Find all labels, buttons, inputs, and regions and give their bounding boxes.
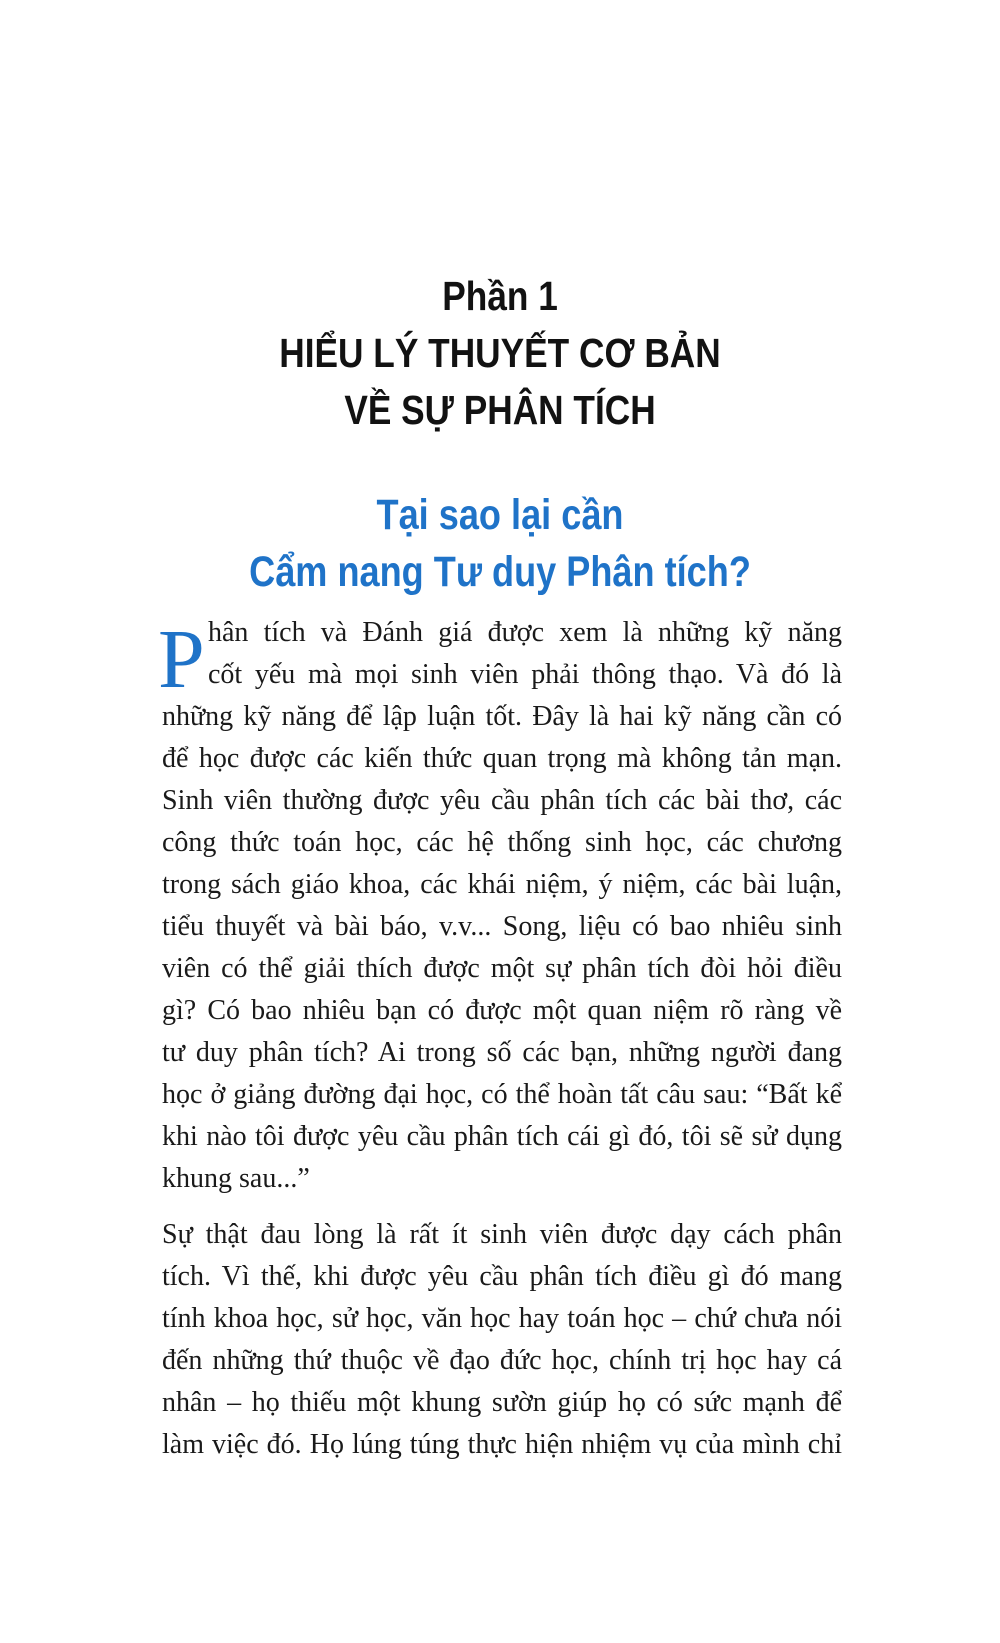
paragraph-1-line: cốt yếu mà mọi sinh viên phải thông thạo. Và đó là: [208, 659, 842, 690]
section-title-line-1: Tại sao lại cần: [376, 491, 624, 539]
paragraph-1-line: tiểu thuyết và bài báo, v.v... Song, liệu có bao nhiêu sinh: [162, 911, 842, 942]
part-label: Phần 1: [442, 273, 558, 319]
paragraph-2-line: làm việc đó. Họ lúng túng thực hiện nhiệm vụ của mình chỉ: [162, 1429, 842, 1460]
paragraph-1-line: khung sau...”: [162, 1163, 310, 1194]
paragraph-2-line: đến những thứ thuộc về đạo đức học, chính trị học hay cá: [162, 1345, 842, 1376]
paragraph-2-line: Sự thật đau lòng là rất ít sinh viên được dạy cách phân: [162, 1219, 842, 1250]
paragraph-1-line: hân tích và Đánh giá được xem là những kỹ năng: [208, 617, 842, 648]
paragraph-2-line: nhân – họ thiếu một khung sườn giúp họ có sức mạnh để: [162, 1387, 842, 1418]
body-text: [158, 612, 842, 1466]
paragraph-1-line: viên có thể giải thích được một sự phân tích đòi hỏi điều: [162, 953, 842, 984]
part-heading: [0, 268, 1000, 439]
paragraph-1-line: công thức toán học, các hệ thống sinh học, các chương: [162, 827, 842, 858]
paragraph-1-line: để học được các kiến thức quan trọng mà không tản mạn.: [162, 743, 842, 774]
paragraph-2-line: tính khoa học, sử học, văn học hay toán học – chứ chưa nói: [162, 1303, 842, 1334]
paragraph-1-line: Sinh viên thường được yêu cầu phân tích các bài thơ, các: [162, 785, 842, 816]
part-title-line-2: VỀ SỰ PHÂN TÍCH: [344, 387, 656, 433]
paragraph-1-line: học ở giảng đường đại học, có thể hoàn tất câu sau: “Bất kể: [162, 1079, 842, 1110]
paragraph-2-line: tích. Vì thế, khi được yêu cầu phân tích điều gì đó mang: [162, 1261, 842, 1292]
part-title-line-1: HIỂU LÝ THUYẾT CƠ BẢN: [279, 330, 721, 376]
section-title: [0, 487, 1000, 601]
paragraph-1: [158, 612, 842, 1200]
paragraph-1-line: tư duy phân tích? Ai trong số các bạn, những người đang: [162, 1037, 842, 1068]
drop-cap: P: [158, 613, 205, 706]
paragraph-1-line: những kỹ năng để lập luận tốt. Đây là hai kỹ năng cần có: [162, 701, 842, 732]
paragraph-1-line: khi nào tôi được yêu cầu phân tích cái gì đó, tôi sẽ sử dụng: [162, 1121, 842, 1152]
paragraph-1-line: trong sách giáo khoa, các khái niệm, ý niệm, các bài luận,: [162, 869, 842, 900]
section-title-line-2: Cẩm nang Tư duy Phân tích?: [249, 548, 751, 596]
paragraph-2: [162, 1214, 842, 1466]
paragraph-1-line: gì? Có bao nhiêu bạn có được một quan niệm rõ ràng về: [162, 995, 842, 1026]
